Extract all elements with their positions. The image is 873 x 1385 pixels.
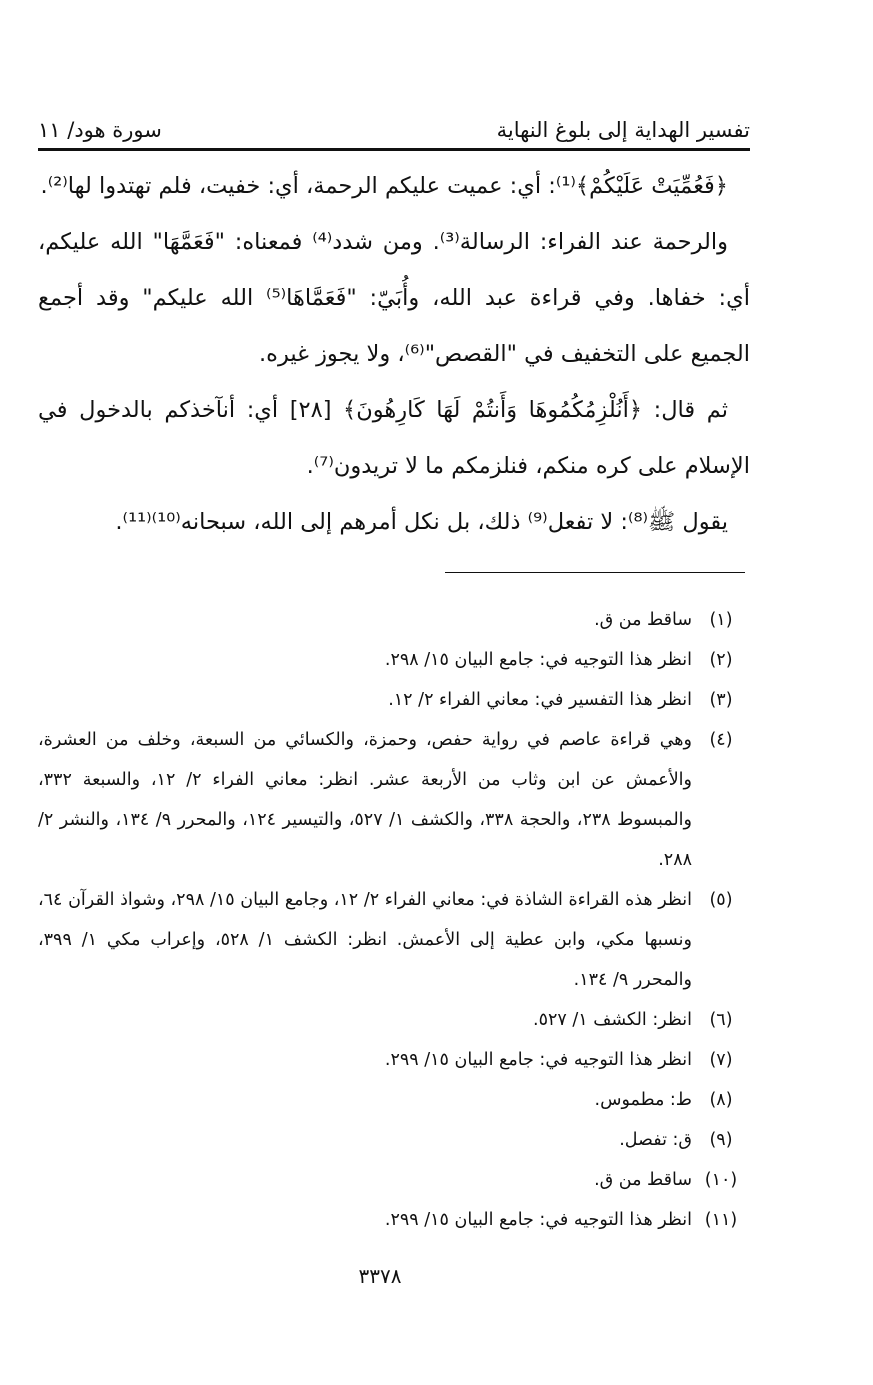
footnote (38, 1160, 750, 1200)
footnote (38, 680, 750, 720)
footnote-number: (٢) (709, 650, 733, 670)
main-text (38, 158, 750, 550)
footnote-separator (445, 572, 745, 573)
footnote-number: (٦) (709, 1010, 733, 1030)
footnote-text: انظر هذه القراءة الشاذة في: معاني الفراء ٢/ ١٢، وجامع البيان ١٥/ ٢٩٨، وشواذ القرآن ٦٤، ونسبها مكي، وابن عطية إلى الأعمش. انظر: الكشف ١/ ٥٢٨، وإعراب مكي ١/ ٣٩٩، والمحرر ٩/ ١٣٤. (38, 890, 693, 990)
paragraph: ﴿فَعُمِّيَتْ عَلَيْكُمْ﴾⁽¹⁾: أي: عميت عليكم الرحمة، أي: خفيت، فلم تهتدوا لها⁽²⁾. (40, 173, 728, 199)
footnote-text: ط: مطموس. (594, 1090, 692, 1110)
footnote-text: ساقط من ق. (594, 610, 692, 630)
footnote-text: انظر هذا التوجيه في: جامع البيان ١٥/ ٢٩٨. (384, 650, 692, 670)
footnote-text: وهي قراءة عاصم في رواية حفص، وحمزة، والكسائي من السبعة، وخلف من العشرة، والأعمش عن ابن وثاب من الأربعة عشر. انظر: معاني الفراء ٢/ ١٢، والسبعة ٣٣٢، والمبسوط ٢٣٨، والحجة ٣٣٨، والكشف ١/ ٥٢٧، والتيسير ١٢٤، والمحرر ٩/ ١٣٤، والنشر ٢/ ٢٨٨. (38, 730, 692, 870)
footnote-number: (٨) (709, 1090, 733, 1110)
footnote (38, 640, 750, 680)
footnote-text: انظر هذا التفسير في: معاني الفراء ٢/ ١٢. (388, 690, 692, 710)
footnotes (38, 600, 750, 1240)
paragraph: يقول ﷺ⁽⁸⁾: لا تفعل⁽⁹⁾ ذلك، بل نكل أمرهم إلى الله، سبحانه⁽¹⁰⁾⁽¹¹⁾. (115, 509, 728, 535)
footnote-number: (٩) (709, 1130, 733, 1150)
surah-label: سورة هود/ ١١ (38, 118, 162, 142)
page-number: ٣٣٧٨ (358, 1264, 402, 1288)
footnote (38, 880, 750, 1000)
footnote (38, 1120, 750, 1160)
footnote-number: (١١) (704, 1210, 738, 1230)
footnote-text: انظر: الكشف ١/ ٥٢٧. (532, 1010, 692, 1030)
book-title: تفسير الهداية إلى بلوغ النهاية (496, 118, 750, 142)
header-rule (38, 148, 750, 151)
footnote (38, 1200, 750, 1240)
footnote-text: انظر هذا التوجيه في: جامع البيان ١٥/ ٢٩٩. (384, 1210, 692, 1230)
paragraph: والرحمة عند الفراء: الرسالة⁽³⁾. ومن شدد⁽⁴⁾ فمعناه: "فَعَمَّهَا" الله عليكم، أي: خفاها. وفي قراءة عبد الله، وأُبَيّ: "فَعَمَّاهَا⁽⁵⁾ الله عليكم" وقد أجمع الجميع على التخفيف في "القصص"⁽⁶⁾، ولا يجوز غيره. (38, 229, 750, 367)
footnote (38, 1000, 750, 1040)
footnote-number: (٧) (709, 1050, 733, 1070)
footnote (38, 600, 750, 640)
footnote-number: (٣) (709, 690, 733, 710)
footnote-text: انظر هذا التوجيه في: جامع البيان ١٥/ ٢٩٩. (384, 1050, 692, 1070)
paragraph: ثم قال: ﴿أَنُلْزِمُكُمُوهَا وَأَنتُمْ لَهَا كَارِهُونَ﴾ [٢٨] أي: أنآخذكم بالدخول في الإسلام على كره منكم، فنلزمكم ما لا تريدون⁽⁷⁾. (38, 397, 750, 479)
footnote (38, 1080, 750, 1120)
footnote (38, 720, 750, 880)
footnote-text: ساقط من ق. (594, 1170, 692, 1190)
footnote-number: (١٠) (704, 1170, 738, 1190)
footnote-number: (٤) (709, 730, 733, 750)
footnote-number: (١) (709, 610, 733, 630)
footnote (38, 1040, 750, 1080)
footnote-number: (٥) (709, 890, 733, 910)
footnote-text: ق: تفصل. (619, 1130, 692, 1150)
running-header (38, 106, 750, 142)
